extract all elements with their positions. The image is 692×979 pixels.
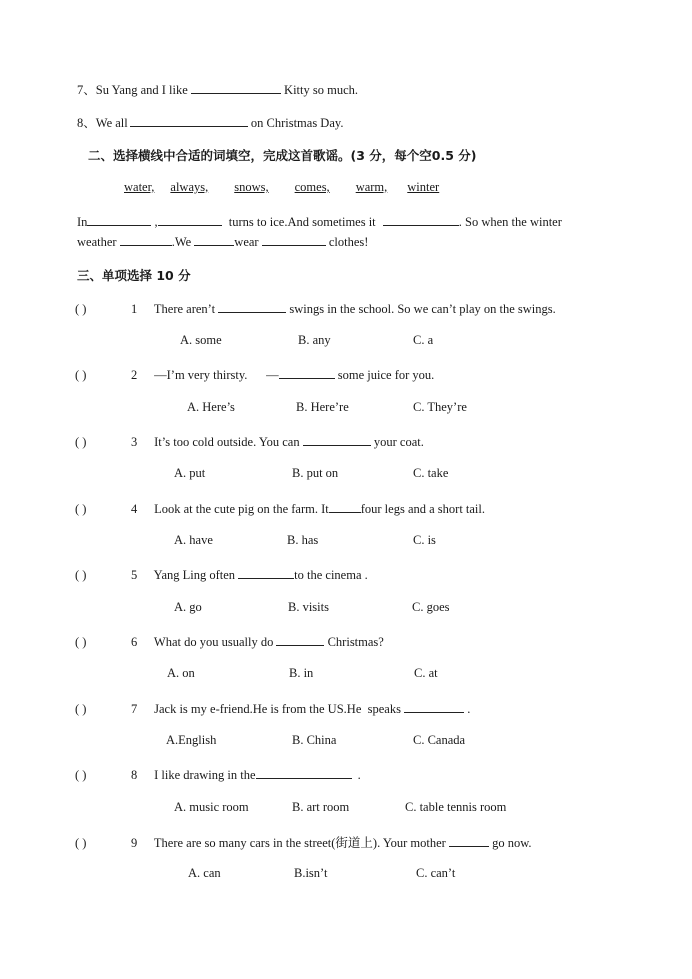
fill-item-7 (77, 80, 358, 98)
question-3 (75, 433, 424, 450)
word-bank-item: winter (407, 180, 440, 194)
option-c[interactable]: C. table tennis room (405, 800, 507, 814)
answer-blank[interactable] (191, 81, 281, 94)
question-number: 7 (131, 702, 138, 716)
question-number: 5 (131, 568, 138, 582)
question-text-after: go now. (492, 836, 532, 850)
answer-blank[interactable] (279, 366, 335, 379)
option-a[interactable]: A. put (174, 466, 206, 480)
answer-blank[interactable] (194, 233, 234, 246)
option-c[interactable]: C. can’t (416, 866, 456, 880)
question-text-after: some juice for you. (337, 368, 435, 382)
item-text-after: Kitty so much. (284, 83, 359, 97)
option-c[interactable]: C. take (413, 466, 449, 480)
song-line-2 (77, 233, 368, 250)
question-text-before: It’s too cold outside. You can (154, 435, 300, 449)
answer-blank[interactable] (303, 433, 371, 446)
option-a[interactable]: A. Here’s (187, 400, 235, 414)
option-b[interactable]: B. China (292, 733, 337, 747)
question-number: 2 (131, 368, 138, 382)
item-number: 8、 (77, 116, 96, 130)
question-text-before: Jack is my e-friend.He is from the US.He speaks (154, 702, 401, 716)
option-b[interactable]: B. put on (292, 466, 339, 480)
answer-blank[interactable] (404, 700, 464, 713)
option-c[interactable]: C. They’re (413, 400, 467, 414)
question-text-after: . (467, 702, 471, 716)
question-number: 3 (131, 435, 138, 449)
word-bank-item: warm, (355, 180, 388, 194)
answer-blank[interactable] (256, 766, 352, 779)
question-text-before: Yang Ling often (153, 568, 236, 582)
option-b[interactable]: B. art room (292, 800, 350, 814)
answer-parentheses[interactable]: ( ) (75, 702, 87, 716)
option-b[interactable]: B. Here’re (296, 400, 349, 414)
question-number: 4 (131, 502, 138, 516)
option-a[interactable]: A. can (188, 866, 221, 880)
song-text: , (154, 215, 158, 229)
section-2-title: 二、选择横线中合适的词填空，完成这首歌谣。(3 分，每个空0.5 分) (88, 148, 477, 163)
question-2 (75, 366, 434, 383)
question-number: 1 (131, 302, 138, 316)
word-bank (110, 180, 439, 195)
song-text: clothes! (328, 235, 369, 249)
question-5 (75, 566, 368, 583)
item-text-before: Su Yang and I like (95, 83, 188, 97)
option-b[interactable]: B. visits (288, 600, 329, 614)
option-c[interactable]: C. goes (412, 600, 450, 614)
question-number: 8 (131, 768, 138, 782)
question-text-after: to the cinema . (294, 568, 368, 582)
option-b[interactable]: B. in (289, 666, 314, 680)
answer-blank[interactable] (449, 834, 489, 847)
question-text-before: There aren’t (153, 302, 216, 316)
answer-blank[interactable] (218, 300, 286, 313)
song-line-1 (77, 213, 562, 230)
question-text-before: I like drawing in the (154, 768, 256, 782)
question-text-after: . (357, 768, 361, 782)
answer-blank[interactable] (329, 500, 361, 513)
song-text: .We (171, 235, 192, 249)
option-c[interactable]: C. a (413, 333, 434, 347)
question-text-after: Christmas? (327, 635, 384, 649)
song-text: wear (234, 235, 259, 249)
question-text-after: swings in the school. So we can’t play on the swings. (289, 302, 556, 316)
question-9 (75, 833, 532, 851)
answer-blank[interactable] (262, 233, 326, 246)
question-4 (75, 500, 485, 517)
song-text: turns to ice.And sometimes it (228, 215, 376, 229)
answer-parentheses[interactable]: ( ) (75, 368, 87, 382)
song-text: . So when the winter (458, 215, 562, 229)
question-text-after: your coat. (373, 435, 424, 449)
answer-parentheses[interactable]: ( ) (75, 768, 87, 782)
answer-parentheses[interactable]: ( ) (75, 435, 87, 449)
question-text-before: —I’m very thirsty. — (154, 368, 279, 382)
answer-parentheses[interactable]: ( ) (75, 502, 87, 516)
option-a[interactable]: A.English (166, 733, 217, 747)
option-b[interactable]: B. has (287, 533, 319, 547)
question-number: 6 (131, 635, 138, 649)
question-text-before: There are so many cars in the street(街道上). Your mother (153, 836, 446, 850)
answer-blank[interactable] (383, 213, 459, 226)
answer-parentheses[interactable]: ( ) (75, 568, 87, 582)
fill-item-8 (77, 113, 343, 131)
item-number: 7、 (77, 83, 96, 97)
question-number: 9 (131, 836, 138, 850)
answer-parentheses[interactable]: ( ) (75, 635, 87, 649)
song-text: In (77, 215, 88, 229)
option-a[interactable]: A. on (167, 666, 195, 680)
answer-blank[interactable] (238, 566, 294, 579)
question-1 (75, 300, 556, 317)
answer-parentheses[interactable]: ( ) (75, 836, 87, 850)
option-a[interactable]: A. some (180, 333, 222, 347)
word-bank-item: comes, (294, 180, 330, 194)
option-a[interactable]: A. have (174, 533, 213, 547)
word-bank-item: always, (170, 180, 209, 194)
word-bank-item: water, (124, 180, 155, 194)
question-text-after: four legs and a short tail. (360, 502, 486, 516)
song-text: weather (77, 235, 117, 249)
option-b[interactable]: B.isn’t (294, 866, 328, 880)
question-text-before: What do you usually do (153, 635, 274, 649)
option-c[interactable]: C. at (414, 666, 438, 680)
answer-blank[interactable] (120, 233, 172, 246)
section-3-title: 三、单项选择 10 分 (77, 268, 191, 283)
question-text-before: Look at the cute pig on the farm. It (154, 502, 329, 516)
item-text-before: We all (95, 116, 128, 130)
answer-blank[interactable] (87, 213, 151, 226)
answer-parentheses[interactable]: ( ) (75, 302, 87, 316)
question-7 (75, 700, 470, 717)
word-bank-item: snows, (234, 180, 269, 194)
option-c[interactable]: C. Canada (413, 733, 466, 747)
question-8 (75, 766, 361, 783)
option-a[interactable]: A. music room (174, 800, 249, 814)
item-text-after: on Christmas Day. (250, 116, 344, 130)
answer-blank[interactable] (130, 114, 248, 127)
question-6 (75, 633, 384, 650)
option-b[interactable]: B. any (298, 333, 331, 347)
option-c[interactable]: C. is (413, 533, 436, 547)
answer-blank[interactable] (276, 633, 324, 646)
option-a[interactable]: A. go (174, 600, 202, 614)
answer-blank[interactable] (158, 213, 222, 226)
